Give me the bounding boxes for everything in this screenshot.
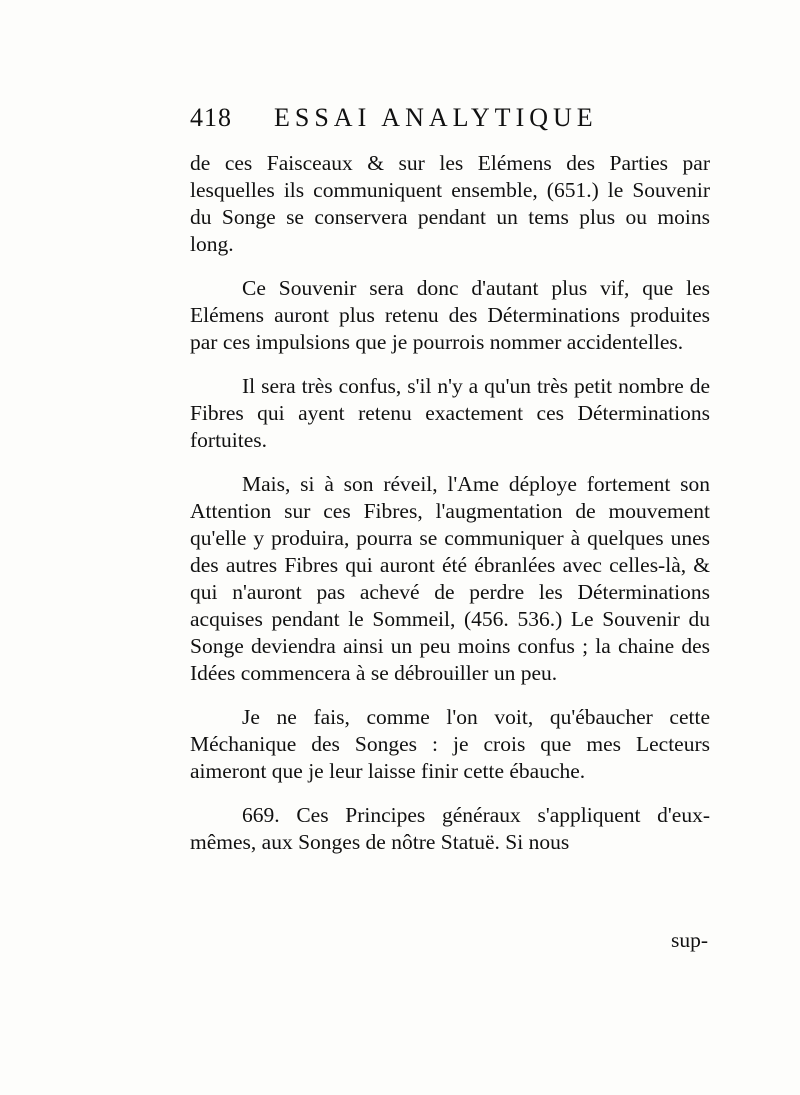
running-title: ESSAI ANALYTIQUE xyxy=(274,103,598,132)
page-number: 418 xyxy=(190,103,232,132)
paragraph-1: de ces Faisceaux & sur les Elémens des Parties par lesquelles ils communiquent ensemble, (651.) le Souvenir du Songe se conservera pendant un tems plus ou moins long. xyxy=(190,151,710,256)
catchword: sup- xyxy=(670,928,708,952)
paragraph-4: Mais, si à son réveil, l'Ame déploye fortement son Attention sur ces Fibres, l'augmentation de mouvement qu'elle y produira, pourra se communiquer à quelques unes des autres Fibres qui auront été ébranlées avec celles-là, & qui n'auront pas achevé de perdre les Déterminations acquises pendant le Sommeil, (456. 536.) Le Souvenir du Songe deviendra ainsi un peu moins confus ; la chaine des Idées commencera à se débrouiller un peu. xyxy=(190,472,710,685)
paragraph-3: Il sera très confus, s'il n'y a qu'un très petit nombre de Fibres qui ayent retenu exactement ces Déterminations fortuites. xyxy=(190,374,710,452)
page-header xyxy=(190,103,710,137)
paragraph-2: Ce Souvenir sera donc d'autant plus vif, que les Elémens auront plus retenu des Déterminations produites par ces impulsions que je pourrois nommer accidentelles. xyxy=(190,276,710,354)
body-text xyxy=(190,150,710,873)
paragraph-5: Je ne fais, comme l'on voit, qu'ébaucher cette Méchanique des Songes : je crois que mes Lecteurs aimeront que je leur laisse finir cette ébauche. xyxy=(190,705,710,783)
paragraph-6: 669. Ces Principes généraux s'appliquent d'eux-mêmes, aux Songes de nôtre Statuë. Si nous xyxy=(190,803,710,854)
